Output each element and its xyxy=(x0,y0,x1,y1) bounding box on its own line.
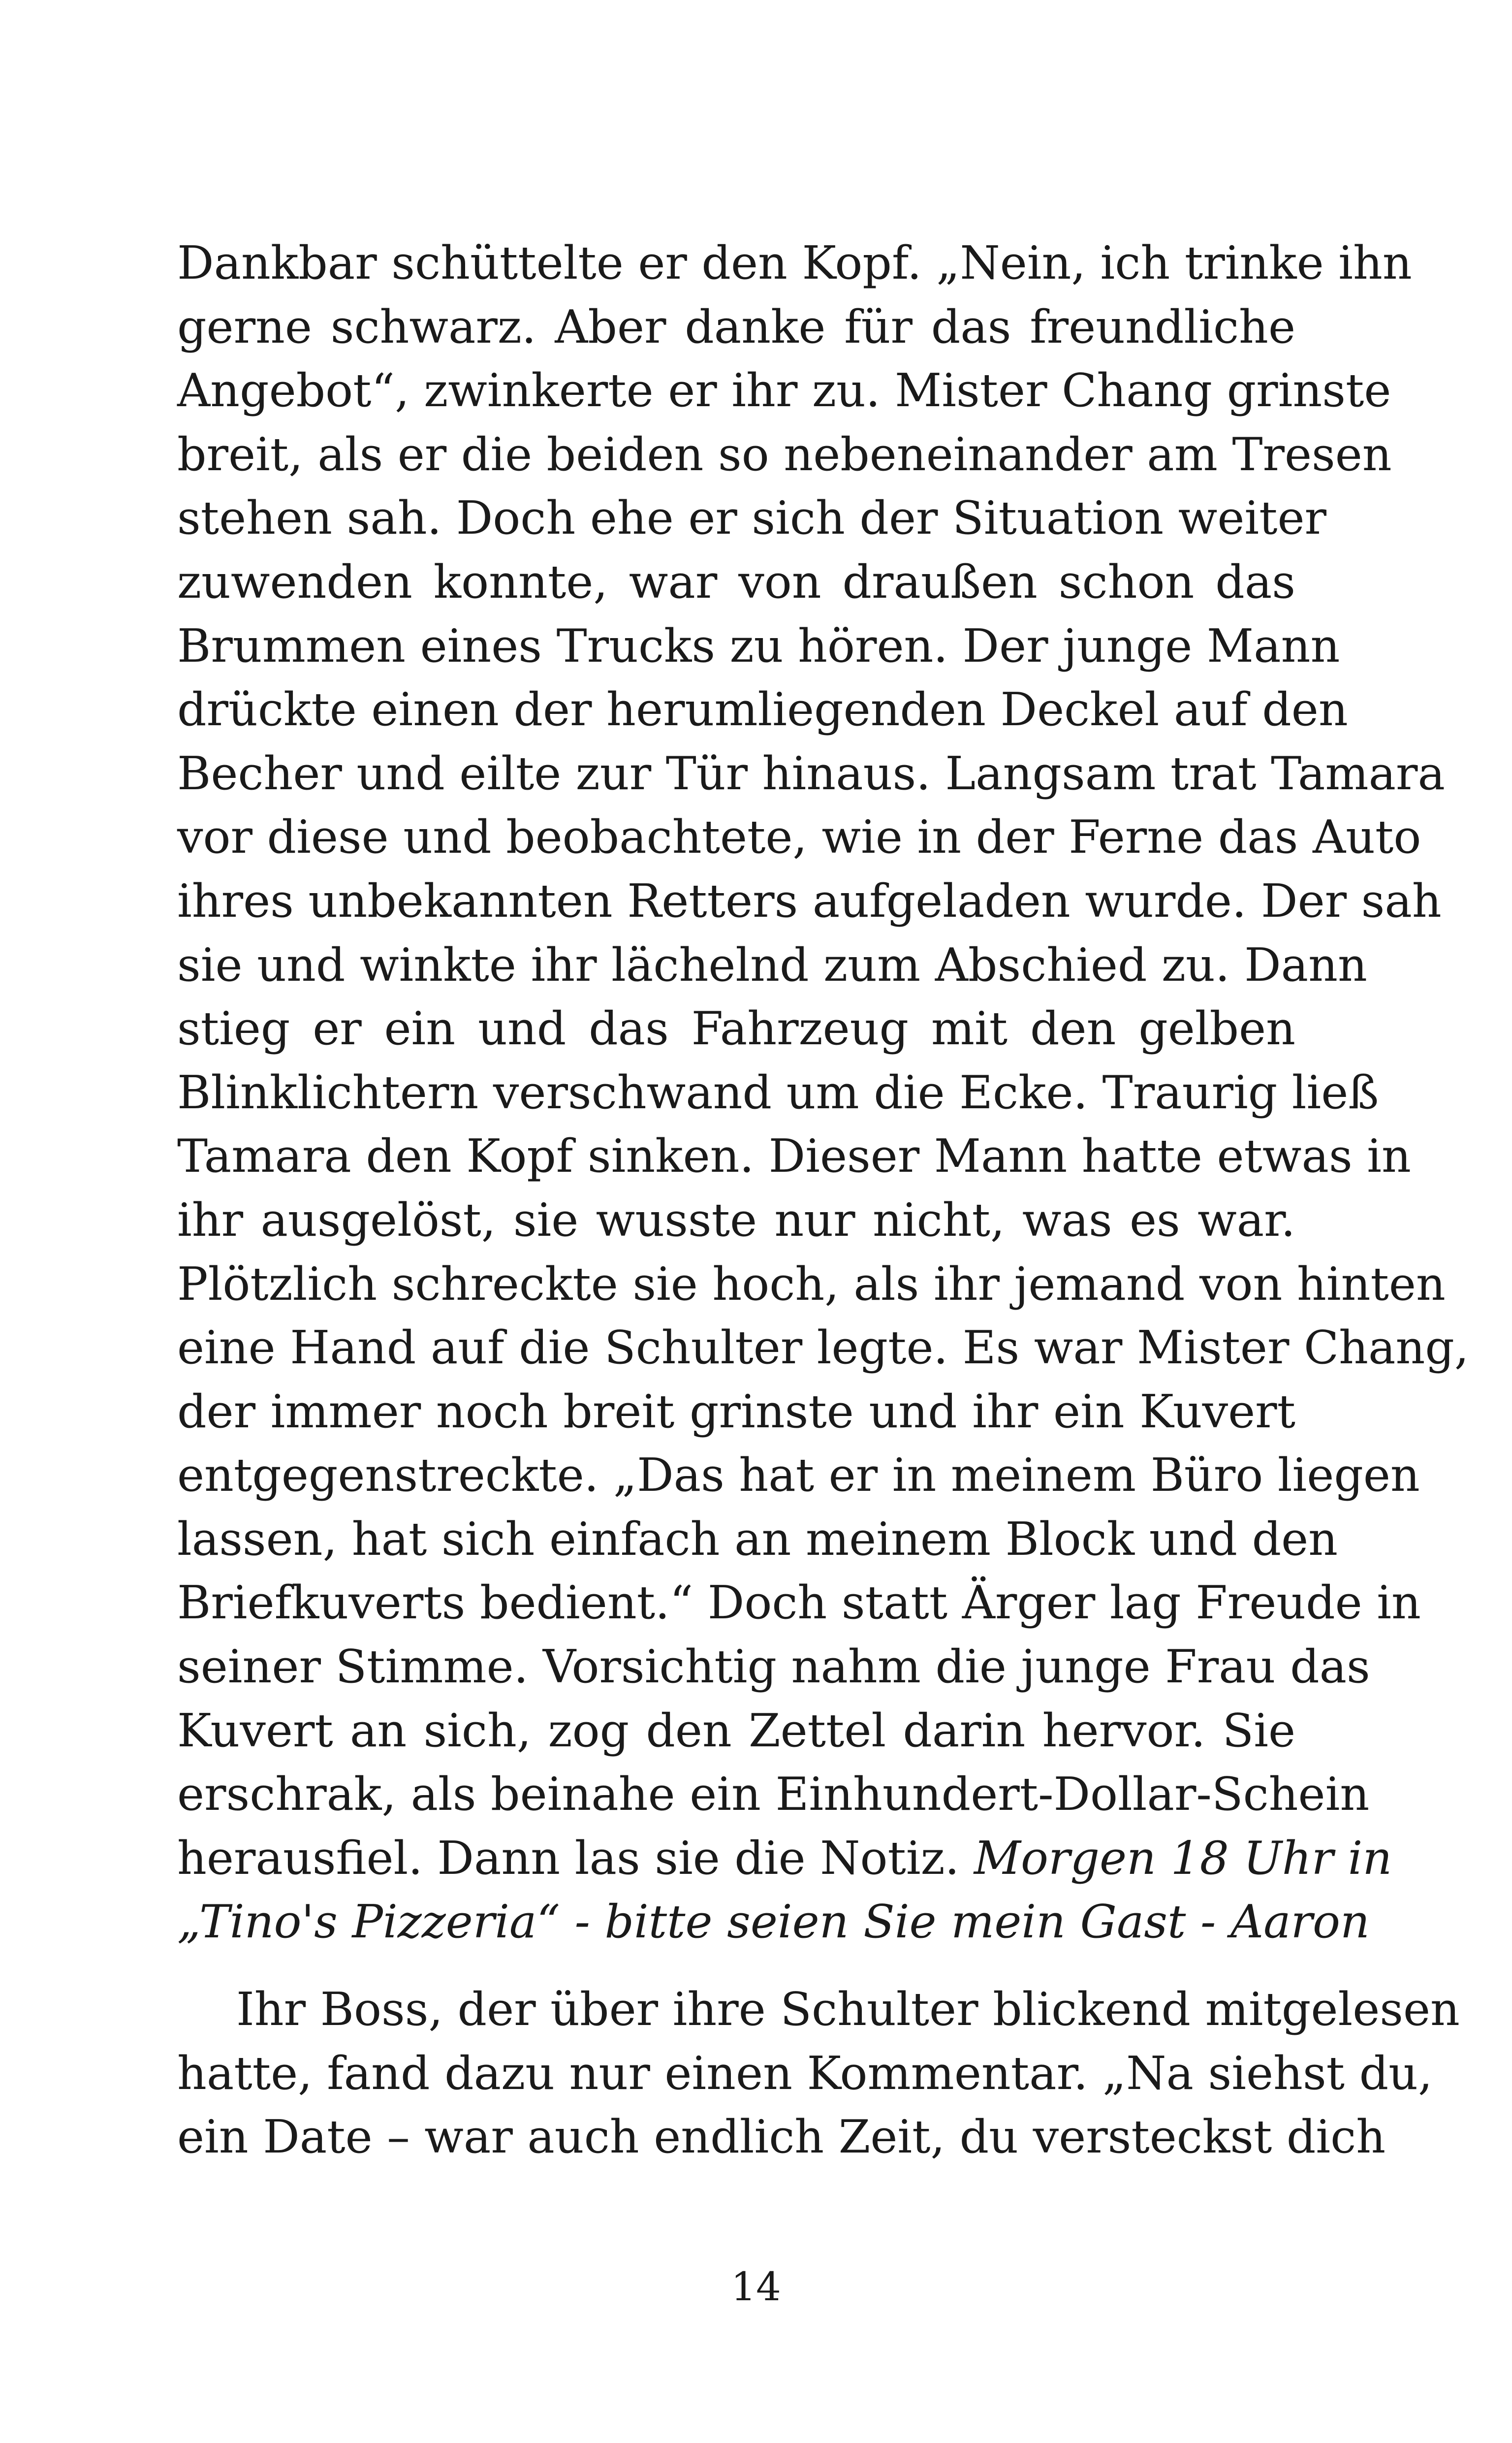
text-line: Plötzlich schreckte sie hoch, als ihr jemand von hinten xyxy=(177,1257,1446,1311)
text-line: hatte, fand dazu nur einen Kommentar. „Na siehst du, xyxy=(177,2046,1433,2100)
text-line: drückte einen der herumliegenden Deckel auf den xyxy=(177,683,1348,737)
text-line: Briefkuverts bedient.“ Doch statt Ärger lag Freude in xyxy=(177,1576,1421,1630)
text-line: Becher und eilte zur Tür hinaus. Langsam trat Tamara xyxy=(177,746,1445,800)
text-line: stieg er ein und das Fahrzeug mit den gelben xyxy=(177,1002,1295,1056)
text-line: gerne schwarz. Aber danke für das freundliche xyxy=(177,300,1295,354)
text-line: Tamara den Kopf sinken. Dieser Mann hatte etwas in xyxy=(177,1129,1411,1183)
text-line: erschrak, als beinahe ein Einhundert-Dollar-Schein xyxy=(177,1768,1370,1821)
paragraph-1 xyxy=(177,231,1469,1954)
text-line: breit, als er die beiden so nebeneinander am Tresen xyxy=(177,427,1392,481)
text-line: stehen sah. Doch ehe er sich der Situation weiter xyxy=(177,491,1326,545)
text-line-with-note xyxy=(177,1827,1392,1891)
text-line: ihr ausgelöst, sie wusste nur nicht, was es war. xyxy=(177,1193,1295,1247)
text-line: Angebot“, zwinkerte er ihr zu. Mister Chang grinste xyxy=(177,364,1391,418)
body-text xyxy=(177,231,1469,2169)
page-number: 14 xyxy=(731,2264,781,2310)
text-line: lassen, hat sich einfach an meinem Block und den xyxy=(177,1512,1338,1566)
text-line: ein Date – war auch endlich Zeit, du versteckst dich xyxy=(177,2110,1386,2164)
paragraph-2 xyxy=(177,1978,1460,2169)
text-line: eine Hand auf die Schulter legte. Es war Mister Chang, xyxy=(177,1321,1469,1375)
note-line xyxy=(177,1890,1370,1954)
text-fragment: herausfiel. Dann las sie die Notiz. xyxy=(177,1831,974,1885)
text-line: Kuvert an sich, zog den Zettel darin hervor. Sie xyxy=(177,1704,1295,1757)
note-text: Morgen 18 Uhr in xyxy=(974,1831,1392,1885)
text-line: vor diese und beobachtete, wie in der Ferne das Auto xyxy=(177,810,1421,864)
text-line: Dankbar schüttelte er den Kopf. „Nein, ich trinke ihn xyxy=(177,236,1412,289)
text-line: Blinklichtern verschwand um die Ecke. Traurig ließ xyxy=(177,1065,1379,1119)
text-line: ihres unbekannten Retters aufgeladen wurde. Der sah xyxy=(177,874,1442,928)
text-line: Brummen eines Trucks zu hören. Der junge Mann xyxy=(177,619,1340,673)
text-line: Ihr Boss, der über ihre Schulter blickend mitgelesen xyxy=(236,1983,1460,2036)
note-text: „Tino's Pizzeria“ - bitte seien Sie mein Gast - Aaron xyxy=(177,1895,1370,1949)
text-line: zuwenden konnte, war von draußen schon das xyxy=(177,555,1295,609)
text-line: der immer noch breit grinste und ihr ein Kuvert xyxy=(177,1384,1295,1438)
text-line: entgegenstreckte. „Das hat er in meinem Büro liegen xyxy=(177,1448,1420,1502)
text-line: sie und winkte ihr lächelnd zum Abschied zu. Dann xyxy=(177,938,1367,992)
text-line: seiner Stimme. Vorsichtig nahm die junge Frau das xyxy=(177,1640,1370,1694)
